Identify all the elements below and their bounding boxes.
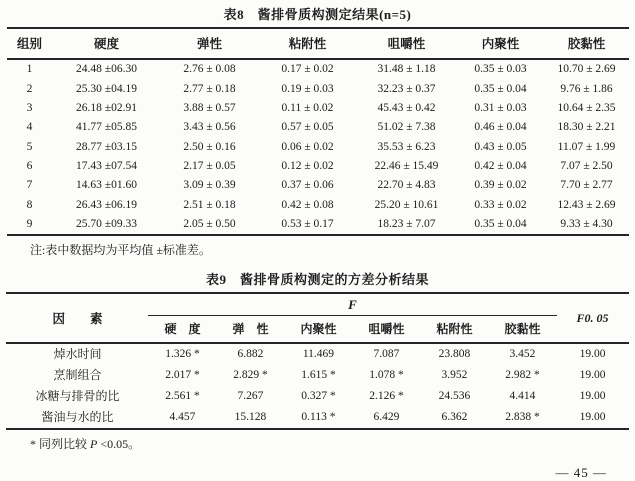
t8-cell: 2.77 ± 0.18 (183, 82, 236, 95)
t9-cell: 6.429 (373, 411, 400, 424)
t8-cell: 25.30 ±04.19 (76, 82, 137, 95)
t9-cell: 2.829 * (233, 369, 268, 382)
table8-title: 表8 酱排骨质构测定结果(n=5) (223, 7, 412, 22)
table8-note (30, 243, 635, 258)
t9-cell: 4.457 (169, 411, 196, 424)
table-row (7, 99, 629, 118)
table9-note-variable: P (90, 437, 98, 452)
table-row (6, 386, 628, 407)
t8-col-cohesion: 内聚性 (457, 28, 545, 59)
t8-cell: 26.18 ±02.91 (76, 101, 137, 114)
table8-header (7, 28, 629, 59)
table-row (6, 407, 628, 429)
t9-cell: 1.615 * (301, 369, 336, 382)
t9-cell: 6.882 (237, 348, 264, 361)
t8-cell: 0.35 ± 0.03 (474, 63, 527, 76)
t9-cell: 2.017 * (165, 369, 200, 382)
table-row (7, 59, 629, 79)
t9-sub-cohesion: 内聚性 (284, 316, 352, 344)
t8-cell: 31.48 ± 1.18 (377, 63, 436, 76)
table9-note (30, 437, 635, 452)
t9-cell: 2.561 * (165, 390, 200, 403)
t9-cell: 2.126 * (369, 390, 404, 403)
t8-cell: 2.05 ± 0.50 (183, 218, 236, 231)
t8-cell: 24.48 ±06.30 (76, 63, 137, 76)
t8-cell: 0.33 ± 0.02 (474, 198, 527, 211)
t8-cell: 45.43 ± 0.42 (377, 101, 436, 114)
t8-cell: 3 (26, 101, 33, 114)
t9-cell: 7.267 (237, 390, 264, 403)
t8-cell: 7.70 ± 2.77 (560, 179, 613, 192)
t8-cell: 0.39 ± 0.02 (474, 179, 527, 192)
table-row (7, 157, 629, 176)
table9-note-suffix: <0.05。 (97, 437, 141, 452)
t8-cell: 28.77 ±03.15 (76, 140, 137, 153)
t8-cell: 35.53 ± 6.23 (377, 140, 436, 153)
table8 (7, 27, 629, 236)
t9-cell: 3.452 (509, 348, 536, 361)
t8-cell: 12.43 ± 2.69 (557, 198, 616, 211)
t9-cell: 11.469 (302, 348, 335, 361)
t9-cell: 0.113 * (301, 411, 336, 424)
t8-cell: 2 (26, 82, 33, 95)
t8-cell: 1 (26, 63, 33, 76)
t8-cell: 0.17 ± 0.02 (281, 63, 334, 76)
t8-cell: 0.11 ± 0.02 (281, 101, 334, 114)
t9-cell: 1.326 * (165, 348, 200, 361)
t8-col-hardness: 硬度 (53, 28, 161, 59)
t8-col-adhesive: 粘附性 (259, 28, 357, 59)
t9-sub-gumminess: 胶黏性 (488, 316, 556, 344)
t8-cell: 9.33 ± 4.30 (560, 218, 613, 231)
t8-cell: 25.20 ± 10.61 (374, 198, 439, 211)
t8-cell: 41.77 ±05.85 (76, 121, 137, 134)
t8-cell: 18.23 ± 7.07 (377, 218, 436, 231)
t8-cell: 0.06 ± 0.02 (281, 140, 334, 153)
t8-cell: 0.35 ± 0.04 (474, 218, 527, 231)
t9-sub-chewiness: 咀嚼性 (352, 316, 420, 344)
t8-cell: 22.70 ± 4.83 (377, 179, 436, 192)
t8-cell: 0.31 ± 0.03 (474, 101, 527, 114)
t8-cell: 0.43 ± 0.05 (474, 140, 527, 153)
t8-col-elasticity: 弹性 (161, 28, 259, 59)
t8-cell: 3.88 ± 0.57 (183, 101, 236, 114)
t8-cell: 2.17 ± 0.05 (183, 160, 236, 173)
t8-cell: 14.63 ±01.60 (76, 179, 137, 192)
t9-cell: 19.00 (579, 411, 606, 424)
t9-factor: 冰糖与排骨的比 (35, 389, 120, 404)
t8-cell: 2.76 ± 0.08 (183, 63, 236, 76)
table-row (6, 343, 628, 365)
table9-body (6, 343, 628, 429)
table9-note-prefix: * 同列比较 (30, 437, 91, 452)
t8-cell: 9 (26, 218, 33, 231)
t8-cell: 0.53 ± 0.17 (281, 218, 334, 231)
t8-cell: 8 (26, 198, 33, 211)
table-row (7, 118, 629, 137)
table8-header-row (7, 28, 629, 59)
t8-cell: 22.46 ± 15.49 (374, 160, 439, 173)
t8-col-group: 组别 (7, 28, 53, 59)
t9-col-factor: 因 素 (6, 293, 148, 343)
t9-factor: 烹制组合 (53, 368, 102, 383)
t8-col-gumminess: 胶黏性 (545, 28, 629, 59)
t8-cell: 10.64 ± 2.35 (557, 101, 616, 114)
table-row (7, 138, 629, 157)
t9-cell: 4.414 (509, 390, 536, 403)
t9-cell: 6.362 (441, 411, 468, 424)
table9-header (6, 293, 628, 343)
t8-col-chewiness: 咀嚼性 (357, 28, 457, 59)
t9-cell: 3.952 (441, 369, 468, 382)
t9-cell: 7.087 (373, 348, 400, 361)
table-row (7, 215, 629, 235)
t8-cell: 9.76 ± 1.86 (560, 82, 613, 95)
table8-body (7, 59, 629, 235)
table9 (6, 292, 628, 430)
table-row (7, 196, 629, 215)
t8-cell: 6 (26, 160, 33, 173)
t8-cell: 10.70 ± 2.69 (557, 63, 616, 76)
t8-cell: 0.46 ± 0.04 (474, 121, 527, 134)
t9-cell: 2.838 * (505, 411, 540, 424)
t8-cell: 17.43 ±07.54 (76, 160, 137, 173)
t9-sub-elasticity: 弹 性 (216, 316, 284, 344)
table9-title: 表9 酱排骨质构测定的方差分析结果 (205, 272, 429, 288)
t8-cell: 0.12 ± 0.02 (281, 160, 334, 173)
t8-cell: 0.35 ± 0.04 (474, 82, 527, 95)
t9-cell: 19.00 (579, 348, 606, 361)
t9-cell: 1.078 * (369, 369, 404, 382)
t9-sub-hardness: 硬 度 (148, 316, 216, 344)
t9-factor: 焯水时间 (53, 347, 102, 362)
t9-cell: 19.00 (579, 390, 606, 403)
t8-cell: 0.42 ± 0.08 (281, 198, 334, 211)
t9-cell: 2.982 * (505, 369, 540, 382)
t8-cell: 18.30 ± 2.21 (557, 121, 616, 134)
t8-cell: 32.23 ± 0.37 (377, 82, 436, 95)
t9-cell: 15.128 (234, 411, 267, 424)
t9-col-f005: F0. 05 (557, 293, 629, 343)
t9-cell: 0.327 * (301, 390, 336, 403)
table8-note-text: 注:表中数据均为平均值 ±标准差。 (30, 243, 211, 258)
t8-cell: 2.51 ± 0.18 (183, 198, 236, 211)
t8-cell: 5 (26, 140, 33, 153)
table-row (7, 79, 629, 98)
t9-cell: 23.808 (438, 348, 471, 361)
t9-f-span-header: F (148, 293, 556, 316)
t8-cell: 3.43 ± 0.56 (183, 121, 236, 134)
t8-cell: 0.42 ± 0.04 (474, 160, 527, 173)
t8-cell: 26.43 ±06.19 (76, 198, 137, 211)
t8-cell: 51.02 ± 7.38 (377, 121, 436, 134)
t8-cell: 7 (26, 179, 33, 192)
table9-header-row-1 (6, 293, 628, 316)
table-row (6, 365, 628, 386)
t9-factor: 酱油与水的比 (41, 410, 114, 425)
t9-cell: 19.00 (579, 369, 606, 382)
t8-cell: 3.09 ± 0.39 (183, 179, 236, 192)
t8-cell: 11.07 ± 1.99 (557, 140, 616, 153)
page-number: — 45 — (555, 465, 607, 481)
t9-sub-adhesive: 粘附性 (420, 316, 488, 344)
t8-cell: 7.07 ± 2.50 (560, 160, 613, 173)
t8-cell: 0.19 ± 0.03 (281, 82, 334, 95)
t8-cell: 25.70 ±09.33 (76, 218, 137, 231)
t8-cell: 0.57 ± 0.05 (281, 121, 334, 134)
t9-cell: 24.536 (438, 390, 471, 403)
t8-cell: 4 (26, 121, 33, 134)
table-row (7, 176, 629, 195)
t8-cell: 0.37 ± 0.06 (281, 179, 334, 192)
t8-cell: 2.50 ± 0.16 (183, 140, 236, 153)
